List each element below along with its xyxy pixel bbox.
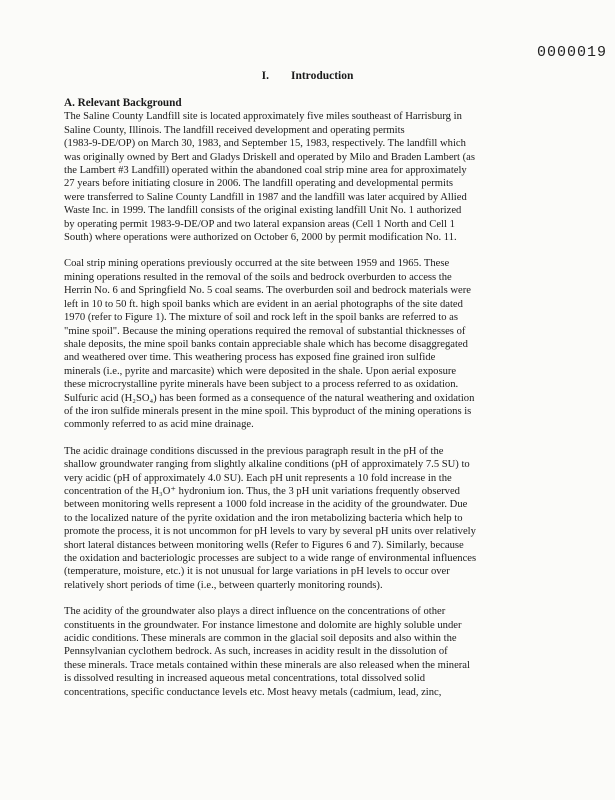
text-line: the oxidation and bacteriologic processes are subject to a wide range of environmental influences bbox=[64, 553, 477, 564]
text-line: Saline County, Illinois. The landfill received development and operating permits bbox=[64, 124, 405, 136]
text-line: The Saline County Landfill site is located approximately five miles southeast of Harrisburg in bbox=[64, 111, 462, 123]
text-line: 1970 (refer to Figure 1). The mixture of soil and rock left in the spoil banks are referred to as bbox=[64, 312, 459, 324]
text-line: between monitoring wells represent a 1000 fold increase in the acidity of the groundwater. Due bbox=[64, 499, 468, 511]
subsection-heading: A. Relevant Background bbox=[64, 97, 182, 109]
paragraph bbox=[64, 605, 552, 699]
text-line: these microcrystalline pyrite minerals have been subject to a process referred to as oxidation. bbox=[64, 379, 459, 391]
text-line: the Lambert #3 Landfill) operated within the abandoned coal strip mine area for approximately bbox=[64, 165, 467, 177]
text-line: concentrations, specific conductance levels etc. Most heavy metals (cadmium, lead, zinc, bbox=[64, 686, 442, 698]
text-line: is dissolved resulting in increased aqueous metal concentrations, total dissolved solid bbox=[64, 673, 425, 685]
text-line: was originally owned by Bert and Gladys Driskell and operated by Milo and Braden Lambert (as bbox=[64, 151, 475, 163]
paragraph bbox=[64, 110, 552, 244]
text-line: very acidic (pH of approximately 4.0 SU). Each pH unit represents a 10 fold increase in the bbox=[64, 472, 452, 484]
text-line: and weathered over time. This weathering process has exposed fine grained iron sulfide bbox=[64, 352, 436, 364]
text-line: Pennsylvanian cyclothem bedrock. As such, increases in acidity result in the dissolution of bbox=[64, 646, 448, 658]
text-line: of the iron sulfide minerals present in the mine spoil. This byproduct of the mining operations is bbox=[64, 405, 472, 417]
section-heading bbox=[0, 70, 615, 82]
text-line: Coal strip mining operations previously occurred at the site between 1959 and 1965. These bbox=[64, 258, 450, 270]
text-line: The acidic drainage conditions discussed in the previous paragraph result in the pH of the bbox=[64, 445, 444, 457]
text-line: mining operations resulted in the removal of the soils and bedrock overburden to access the bbox=[64, 271, 452, 283]
text-line: concentration of the H₃O⁺ hydronium ion. Thus, the 3 pH unit variations frequently observed bbox=[64, 485, 460, 497]
text-line: minerals (i.e., pyrite and marcasite) which were deposited in the shale. Upon aerial exposure bbox=[64, 365, 457, 377]
text-line: commonly referred to as acid mine drainage. bbox=[64, 419, 254, 431]
text-line: relatively short periods of time (i.e., between quarterly monitoring rounds). bbox=[64, 579, 383, 591]
section-number: I. bbox=[261, 70, 269, 82]
text-line: to the localized nature of the pyrite oxidation and the iron metabolizing bacteria which help to bbox=[64, 512, 463, 524]
text-line: acidic conditions. These minerals are common in the glacial soil deposits and also within the bbox=[64, 633, 457, 645]
text-line: shale deposits, the mine spoil banks contain appreciable shale which has become disaggregated bbox=[64, 338, 468, 350]
text-line: Herrin No. 6 and Springfield No. 5 coal seams. The overburden soil and bedrock materials were bbox=[64, 285, 471, 297]
text-line: 27 years before initiating closure in 2006. The landfill operating and developmental permits bbox=[64, 178, 454, 190]
text-line: were transferred to Saline County Landfill in 1987 and the landfill was later acquired by Allied bbox=[64, 191, 467, 203]
section-title: Introduction bbox=[290, 70, 354, 82]
text-line: constituents in the groundwater. For instance limestone and dolomite are highly soluble under bbox=[64, 619, 462, 631]
paragraph bbox=[64, 445, 552, 592]
text-line: "mine spoil". Because the mining operations required the removal of substantial thicknesses of bbox=[64, 325, 466, 337]
text-line: left in 10 to 50 ft. high spoil banks which are evident in an aerial photographs of the site dated bbox=[64, 298, 463, 310]
paragraph-container bbox=[64, 110, 552, 699]
body-content bbox=[64, 97, 552, 712]
bates-stamp: 0000019 bbox=[536, 44, 607, 61]
text-line: shallow groundwater ranging from slightly alkaline conditions (pH of approximately 7.5 SU) to bbox=[64, 459, 470, 471]
text-line: by operating permit 1983-9-DE/OP and two lateral expansion areas (Cell 1 North and Cell 1 bbox=[64, 218, 455, 230]
text-line: Sulfuric acid (H₂SO₄) has been formed as a consequence of the natural weathering and oxidation bbox=[64, 392, 475, 404]
text-line: these minerals. Trace metals contained within these minerals are also released when the mineral bbox=[64, 659, 470, 671]
text-line: promote the process, it is not uncommon for pH levels to vary by several pH units over relatively bbox=[64, 526, 476, 538]
paragraph bbox=[64, 257, 552, 431]
text-line: South) where operations were authorized on October 6, 2000 by permit modification No. 11. bbox=[64, 232, 457, 244]
text-line: (temperature, moisture, etc.) it is not unusual for large variations in pH levels to occur over bbox=[64, 566, 450, 578]
text-line: (1983-9-DE/OP) on March 30, 1983, and September 15, 1983, respectively. The landfill which bbox=[64, 138, 466, 150]
text-line: The acidity of the groundwater also plays a direct influence on the concentrations of other bbox=[64, 606, 446, 618]
text-line: short lateral distances between monitoring wells (Refer to Figures 6 and 7). Similarly, because bbox=[64, 539, 464, 551]
text-line: Waste Inc. in 1999. The landfill consists of the original existing landfill Unit No. 1 authorized bbox=[64, 205, 462, 217]
